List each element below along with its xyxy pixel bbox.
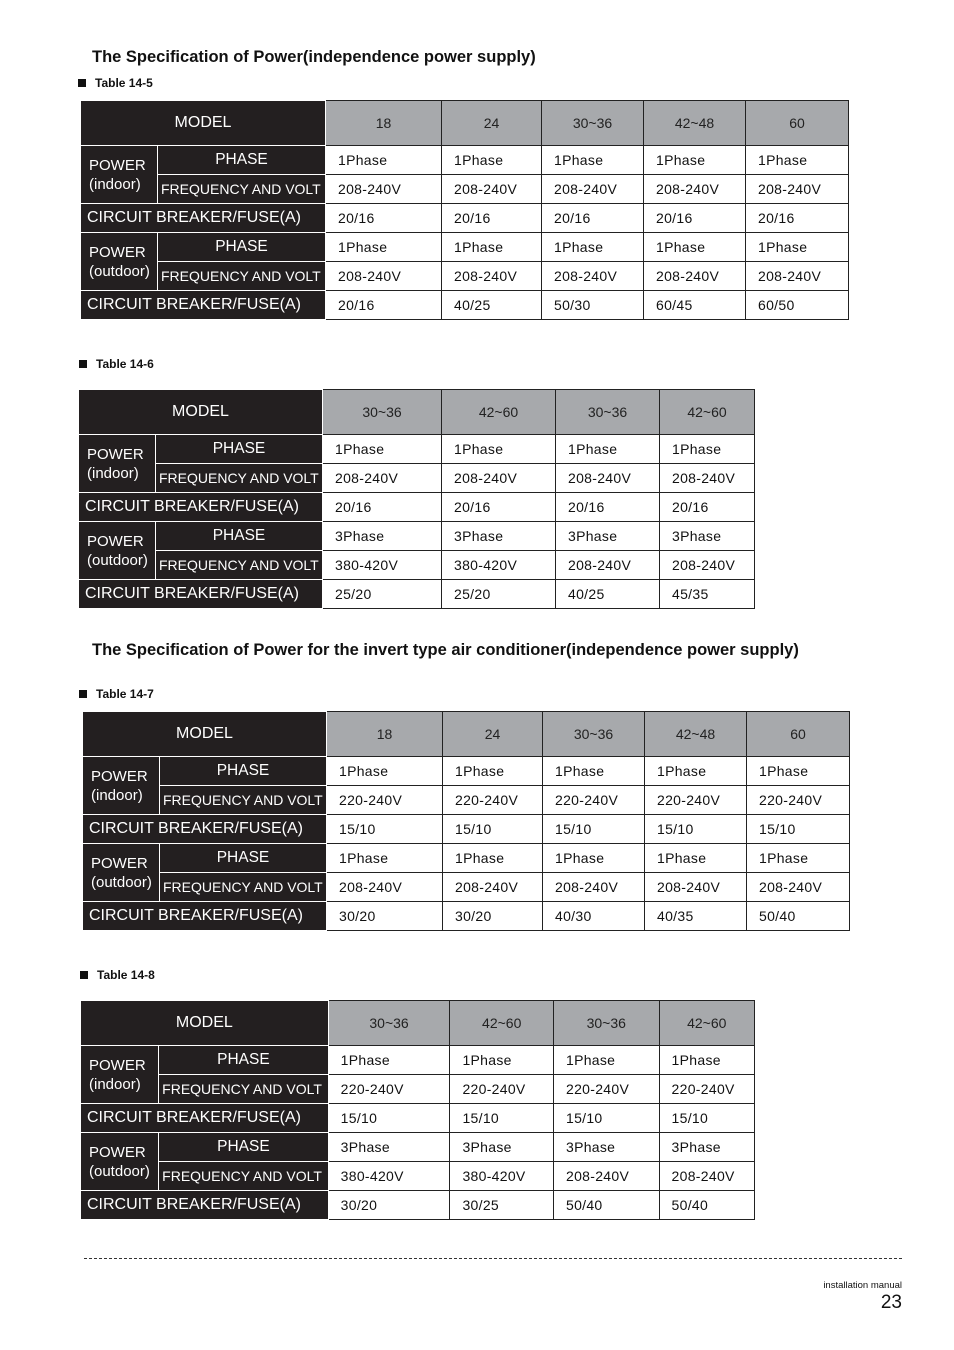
indoor-phase-cell: 1Phase xyxy=(542,146,644,175)
model-value: 42~48 xyxy=(644,101,746,146)
outdoor-breaker-cell: 40/35 xyxy=(645,902,747,931)
frequency-label: FREQUENCY AND VOLT xyxy=(160,873,327,902)
indoor-freq-cell: 220-240V xyxy=(747,786,850,815)
spec-table-14-7 xyxy=(82,711,850,931)
spec-table-14-6 xyxy=(78,389,755,609)
indoor-phase-cell: 1Phase xyxy=(327,757,443,786)
indoor-phase-cell: 1Phase xyxy=(746,146,849,175)
outdoor-breaker-cell: 20/16 xyxy=(326,291,442,320)
indoor-breaker-cell: 20/16 xyxy=(442,493,556,522)
indoor-breaker-cell: 15/10 xyxy=(659,1104,754,1133)
outdoor-freq-cell: 208-240V xyxy=(746,262,849,291)
phase-label: PHASE xyxy=(159,1046,329,1075)
page-number: 23 xyxy=(880,1292,902,1313)
outdoor-phase-cell: 1Phase xyxy=(746,233,849,262)
indoor-breaker-cell: 20/16 xyxy=(323,493,442,522)
outdoor-phase-cell: 1Phase xyxy=(644,233,746,262)
table-caption: Table 14-8 xyxy=(80,968,155,982)
outdoor-phase-cell: 3Phase xyxy=(556,522,660,551)
model-value: 30~36 xyxy=(543,712,645,757)
model-value: 18 xyxy=(327,712,443,757)
indoor-breaker-cell: 15/10 xyxy=(543,815,645,844)
indoor-breaker-cell: 15/10 xyxy=(327,815,443,844)
spec-table-14-8 xyxy=(80,1000,755,1220)
indoor-phase-cell: 1Phase xyxy=(443,757,543,786)
outdoor-phase-cell: 3Phase xyxy=(553,1133,659,1162)
indoor-breaker-cell: 20/16 xyxy=(542,204,644,233)
outdoor-freq-cell: 208-240V xyxy=(327,873,443,902)
outdoor-breaker-cell: 45/35 xyxy=(660,580,755,609)
table-caption: Table 14-7 xyxy=(79,687,154,701)
indoor-phase-cell: 1Phase xyxy=(326,146,442,175)
power-outdoor-label: POWER (outdoor) xyxy=(81,233,158,291)
indoor-breaker-cell: 20/16 xyxy=(556,493,660,522)
circuit-breaker-label: CIRCUIT BREAKER/FUSE(A) xyxy=(81,204,326,233)
bullet-square-icon xyxy=(79,360,87,368)
indoor-breaker-cell: 15/10 xyxy=(747,815,850,844)
indoor-freq-cell: 208-240V xyxy=(556,464,660,493)
model-value: 24 xyxy=(443,712,543,757)
outdoor-phase-cell: 1Phase xyxy=(543,844,645,873)
model-value: 42~48 xyxy=(645,712,747,757)
outdoor-phase-cell: 1Phase xyxy=(326,233,442,262)
outdoor-freq-cell: 208-240V xyxy=(326,262,442,291)
section-heading-power: The Specification of Power(independence power supply) xyxy=(92,48,536,66)
outdoor-freq-cell: 380-420V xyxy=(442,551,556,580)
outdoor-phase-cell: 1Phase xyxy=(747,844,850,873)
indoor-breaker-cell: 20/16 xyxy=(746,204,849,233)
outdoor-phase-cell: 3Phase xyxy=(328,1133,450,1162)
table-caption: Table 14-6 xyxy=(79,357,154,371)
outdoor-breaker-cell: 50/30 xyxy=(542,291,644,320)
power-indoor-label: POWER (indoor) xyxy=(83,757,160,815)
frequency-label: FREQUENCY AND VOLT xyxy=(156,464,323,493)
outdoor-breaker-cell: 25/20 xyxy=(323,580,442,609)
indoor-freq-cell: 208-240V xyxy=(326,175,442,204)
indoor-freq-cell: 220-240V xyxy=(553,1075,659,1104)
table-caption: Table 14-5 xyxy=(78,76,153,90)
bullet-square-icon xyxy=(78,79,86,87)
indoor-breaker-cell: 20/16 xyxy=(644,204,746,233)
indoor-freq-cell: 220-240V xyxy=(327,786,443,815)
outdoor-breaker-cell: 60/45 xyxy=(644,291,746,320)
model-header: MODEL xyxy=(81,1001,329,1046)
indoor-phase-cell: 1Phase xyxy=(328,1046,450,1075)
model-value: 42~60 xyxy=(659,1001,754,1046)
outdoor-breaker-cell: 30/20 xyxy=(443,902,543,931)
model-value: 24 xyxy=(442,101,542,146)
indoor-phase-cell: 1Phase xyxy=(543,757,645,786)
bullet-square-icon xyxy=(79,690,87,698)
indoor-phase-cell: 1Phase xyxy=(644,146,746,175)
indoor-freq-cell: 208-240V xyxy=(644,175,746,204)
outdoor-phase-cell: 3Phase xyxy=(450,1133,554,1162)
indoor-freq-cell: 208-240V xyxy=(746,175,849,204)
outdoor-phase-cell: 1Phase xyxy=(645,844,747,873)
outdoor-freq-cell: 208-240V xyxy=(659,1162,754,1191)
phase-label: PHASE xyxy=(160,844,327,873)
outdoor-freq-cell: 208-240V xyxy=(543,873,645,902)
outdoor-freq-cell: 208-240V xyxy=(442,262,542,291)
frequency-label: FREQUENCY AND VOLT xyxy=(160,786,327,815)
phase-label: PHASE xyxy=(158,146,326,175)
indoor-phase-cell: 1Phase xyxy=(450,1046,554,1075)
indoor-phase-cell: 1Phase xyxy=(556,435,660,464)
outdoor-breaker-cell: 30/20 xyxy=(328,1191,450,1220)
indoor-freq-cell: 208-240V xyxy=(542,175,644,204)
model-value: 30~36 xyxy=(542,101,644,146)
phase-label: PHASE xyxy=(159,1133,329,1162)
model-value: 18 xyxy=(326,101,442,146)
indoor-breaker-cell: 20/16 xyxy=(326,204,442,233)
indoor-phase-cell: 1Phase xyxy=(645,757,747,786)
phase-label: PHASE xyxy=(158,233,326,262)
outdoor-phase-cell: 1Phase xyxy=(443,844,543,873)
spec-table-14-5 xyxy=(80,100,849,320)
circuit-breaker-label: CIRCUIT BREAKER/FUSE(A) xyxy=(81,1104,329,1133)
frequency-label: FREQUENCY AND VOLT xyxy=(158,175,326,204)
phase-label: PHASE xyxy=(156,435,323,464)
indoor-freq-cell: 208-240V xyxy=(442,464,556,493)
indoor-phase-cell: 1Phase xyxy=(659,1046,754,1075)
outdoor-phase-cell: 3Phase xyxy=(442,522,556,551)
model-header: MODEL xyxy=(83,712,327,757)
frequency-label: FREQUENCY AND VOLT xyxy=(159,1162,329,1191)
outdoor-freq-cell: 208-240V xyxy=(660,551,755,580)
outdoor-breaker-cell: 30/20 xyxy=(327,902,443,931)
circuit-breaker-label: CIRCUIT BREAKER/FUSE(A) xyxy=(83,815,327,844)
indoor-freq-cell: 220-240V xyxy=(450,1075,554,1104)
outdoor-breaker-cell: 25/20 xyxy=(442,580,556,609)
circuit-breaker-label: CIRCUIT BREAKER/FUSE(A) xyxy=(79,493,323,522)
outdoor-phase-cell: 3Phase xyxy=(323,522,442,551)
outdoor-breaker-cell: 60/50 xyxy=(746,291,849,320)
outdoor-freq-cell: 208-240V xyxy=(556,551,660,580)
outdoor-breaker-cell: 30/25 xyxy=(450,1191,554,1220)
indoor-phase-cell: 1Phase xyxy=(747,757,850,786)
indoor-freq-cell: 220-240V xyxy=(443,786,543,815)
outdoor-breaker-cell: 40/25 xyxy=(556,580,660,609)
outdoor-phase-cell: 1Phase xyxy=(327,844,443,873)
outdoor-freq-cell: 208-240V xyxy=(645,873,747,902)
frequency-label: FREQUENCY AND VOLT xyxy=(158,262,326,291)
model-value: 42~60 xyxy=(450,1001,554,1046)
outdoor-phase-cell: 1Phase xyxy=(442,233,542,262)
footer-divider xyxy=(84,1258,902,1259)
power-outdoor-label: POWER (outdoor) xyxy=(83,844,160,902)
power-outdoor-label: POWER (outdoor) xyxy=(79,522,156,580)
outdoor-freq-cell: 380-420V xyxy=(323,551,442,580)
indoor-breaker-cell: 15/10 xyxy=(450,1104,554,1133)
outdoor-breaker-cell: 50/40 xyxy=(553,1191,659,1220)
model-header: MODEL xyxy=(79,390,323,435)
circuit-breaker-label: CIRCUIT BREAKER/FUSE(A) xyxy=(83,902,327,931)
phase-label: PHASE xyxy=(156,522,323,551)
outdoor-breaker-cell: 50/40 xyxy=(659,1191,754,1220)
model-value: 30~36 xyxy=(328,1001,450,1046)
power-outdoor-label: POWER (outdoor) xyxy=(81,1133,159,1191)
section-heading-invert: The Specification of Power for the invert type air conditioner(independence power supply) xyxy=(92,641,799,659)
circuit-breaker-label: CIRCUIT BREAKER/FUSE(A) xyxy=(79,580,323,609)
indoor-freq-cell: 220-240V xyxy=(328,1075,450,1104)
indoor-freq-cell: 220-240V xyxy=(543,786,645,815)
outdoor-breaker-cell: 40/25 xyxy=(442,291,542,320)
outdoor-phase-cell: 3Phase xyxy=(660,522,755,551)
indoor-freq-cell: 208-240V xyxy=(660,464,755,493)
model-value: 42~60 xyxy=(660,390,755,435)
indoor-breaker-cell: 20/16 xyxy=(442,204,542,233)
outdoor-freq-cell: 208-240V xyxy=(553,1162,659,1191)
indoor-phase-cell: 1Phase xyxy=(323,435,442,464)
circuit-breaker-label: CIRCUIT BREAKER/FUSE(A) xyxy=(81,1191,329,1220)
outdoor-freq-cell: 208-240V xyxy=(542,262,644,291)
outdoor-freq-cell: 208-240V xyxy=(747,873,850,902)
model-value: 60 xyxy=(746,101,849,146)
indoor-breaker-cell: 15/10 xyxy=(443,815,543,844)
outdoor-freq-cell: 380-420V xyxy=(450,1162,554,1191)
indoor-breaker-cell: 15/10 xyxy=(645,815,747,844)
model-value: 30~36 xyxy=(323,390,442,435)
indoor-phase-cell: 1Phase xyxy=(553,1046,659,1075)
indoor-breaker-cell: 20/16 xyxy=(660,493,755,522)
bullet-square-icon xyxy=(80,971,88,979)
circuit-breaker-label: CIRCUIT BREAKER/FUSE(A) xyxy=(81,291,326,320)
outdoor-freq-cell: 208-240V xyxy=(443,873,543,902)
indoor-freq-cell: 208-240V xyxy=(323,464,442,493)
power-indoor-label: POWER (indoor) xyxy=(79,435,156,493)
outdoor-freq-cell: 380-420V xyxy=(328,1162,450,1191)
outdoor-phase-cell: 3Phase xyxy=(659,1133,754,1162)
frequency-label: FREQUENCY AND VOLT xyxy=(156,551,323,580)
outdoor-freq-cell: 208-240V xyxy=(644,262,746,291)
indoor-phase-cell: 1Phase xyxy=(442,435,556,464)
outdoor-breaker-cell: 40/30 xyxy=(543,902,645,931)
indoor-freq-cell: 220-240V xyxy=(659,1075,754,1104)
outdoor-phase-cell: 1Phase xyxy=(542,233,644,262)
model-value: 42~60 xyxy=(442,390,556,435)
model-value: 30~36 xyxy=(553,1001,659,1046)
model-value: 60 xyxy=(747,712,850,757)
power-indoor-label: POWER (indoor) xyxy=(81,1046,159,1104)
model-header: MODEL xyxy=(81,101,326,146)
indoor-freq-cell: 220-240V xyxy=(645,786,747,815)
indoor-breaker-cell: 15/10 xyxy=(553,1104,659,1133)
indoor-phase-cell: 1Phase xyxy=(442,146,542,175)
frequency-label: FREQUENCY AND VOLT xyxy=(159,1075,329,1104)
footer-manual-label: installation manual xyxy=(823,1280,902,1291)
indoor-phase-cell: 1Phase xyxy=(660,435,755,464)
power-indoor-label: POWER (indoor) xyxy=(81,146,158,204)
model-value: 30~36 xyxy=(556,390,660,435)
phase-label: PHASE xyxy=(160,757,327,786)
outdoor-breaker-cell: 50/40 xyxy=(747,902,850,931)
indoor-breaker-cell: 15/10 xyxy=(328,1104,450,1133)
indoor-freq-cell: 208-240V xyxy=(442,175,542,204)
